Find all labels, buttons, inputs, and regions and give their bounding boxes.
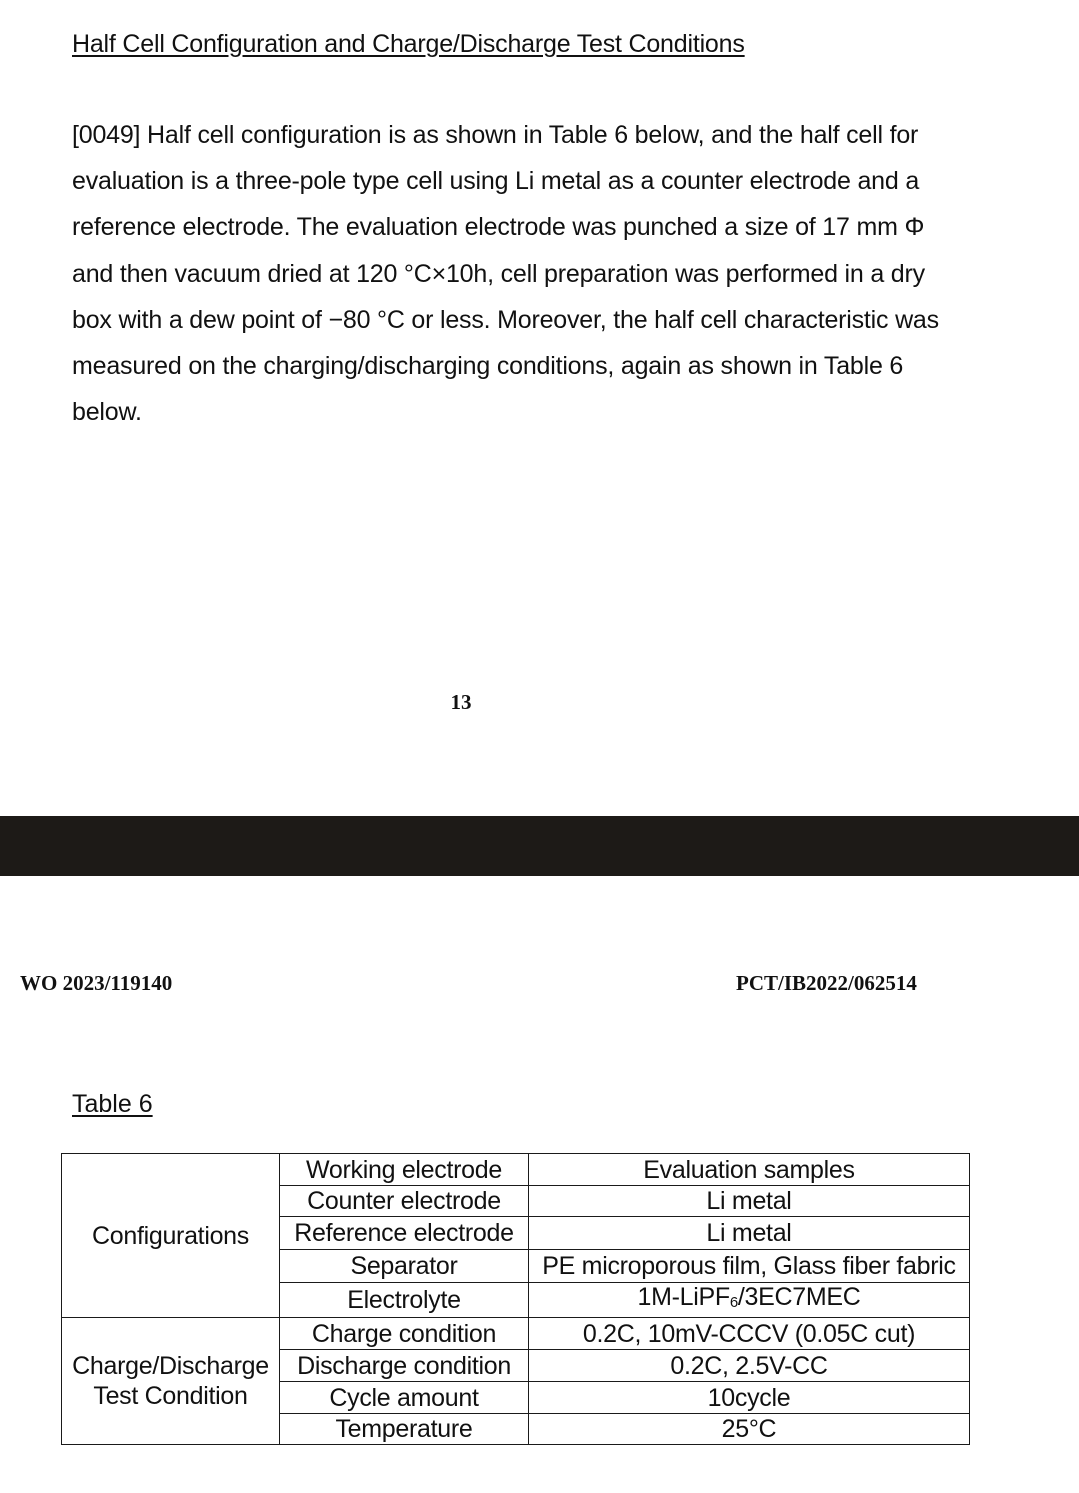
value-cell: 0.2C, 2.5V-CC [529,1350,970,1382]
table-caption: Table 6 [72,1090,153,1118]
electrolyte-formula: 1M-LiPF [637,1283,730,1311]
value-cell: Evaluation samples [529,1154,970,1186]
value-cell: 0.2C, 10mV-CCCV (0.05C cut) [529,1318,970,1350]
group-label-line: Test Condition [93,1382,248,1410]
item-cell: Temperature [280,1414,529,1445]
value-cell: Li metal [529,1186,970,1217]
electrolyte-formula-rest: /3EC7MEC [737,1283,861,1311]
item-cell: Counter electrode [280,1186,529,1217]
paragraph-0049 [72,112,972,435]
group-label-configurations: Configurations [62,1154,280,1318]
item-cell: Charge condition [280,1318,529,1350]
item-cell: Cycle amount [280,1382,529,1414]
page-separator-band [0,816,1079,876]
item-cell: Discharge condition [280,1350,529,1382]
item-cell: Separator [280,1250,529,1283]
value-cell: 10cycle [529,1382,970,1414]
paragraph-line: below. [72,398,142,427]
application-number: PCT/IB2022/062514 [736,971,917,995]
group-label-line: Charge/Discharge [72,1352,269,1380]
electrolyte-subscript: 6 [729,1294,738,1311]
page-number: 13 [450,690,472,714]
item-cell: Electrolyte [280,1283,529,1318]
section-heading: Half Cell Configuration and Charge/Discharge Test Conditions [72,30,745,58]
half-cell-conditions-table [61,1153,970,1445]
paragraph-line: and then vacuum dried at 120 °C×10h, cell preparation was performed in a dry [72,259,925,288]
paragraph-line: evaluation is a three-pole type cell using Li metal as a counter electrode and a [72,167,920,196]
value-cell [529,1283,970,1318]
item-cell: Working electrode [280,1154,529,1186]
publication-number: WO 2023/119140 [20,971,173,995]
group-label-charge-discharge [62,1318,280,1445]
value-cell: PE microporous film, Glass fiber fabric [529,1250,970,1283]
value-cell: Li metal [529,1217,970,1250]
paragraph-line: reference electrode. The evaluation electrode was punched a size of 17 mm Φ [72,213,925,242]
paragraph-line: [0049] Half cell configuration is as shown in Table 6 below, and the half cell for [72,121,919,149]
table-row [62,1318,970,1350]
paragraph-line: box with a dew point of −80 °C or less. Moreover, the half cell characteristic was [72,305,939,334]
item-cell: Reference electrode [280,1217,529,1250]
paragraph-line: measured on the charging/discharging conditions, again as shown in Table 6 [72,352,904,381]
value-cell: 25°C [529,1414,970,1445]
table-row [62,1154,970,1186]
